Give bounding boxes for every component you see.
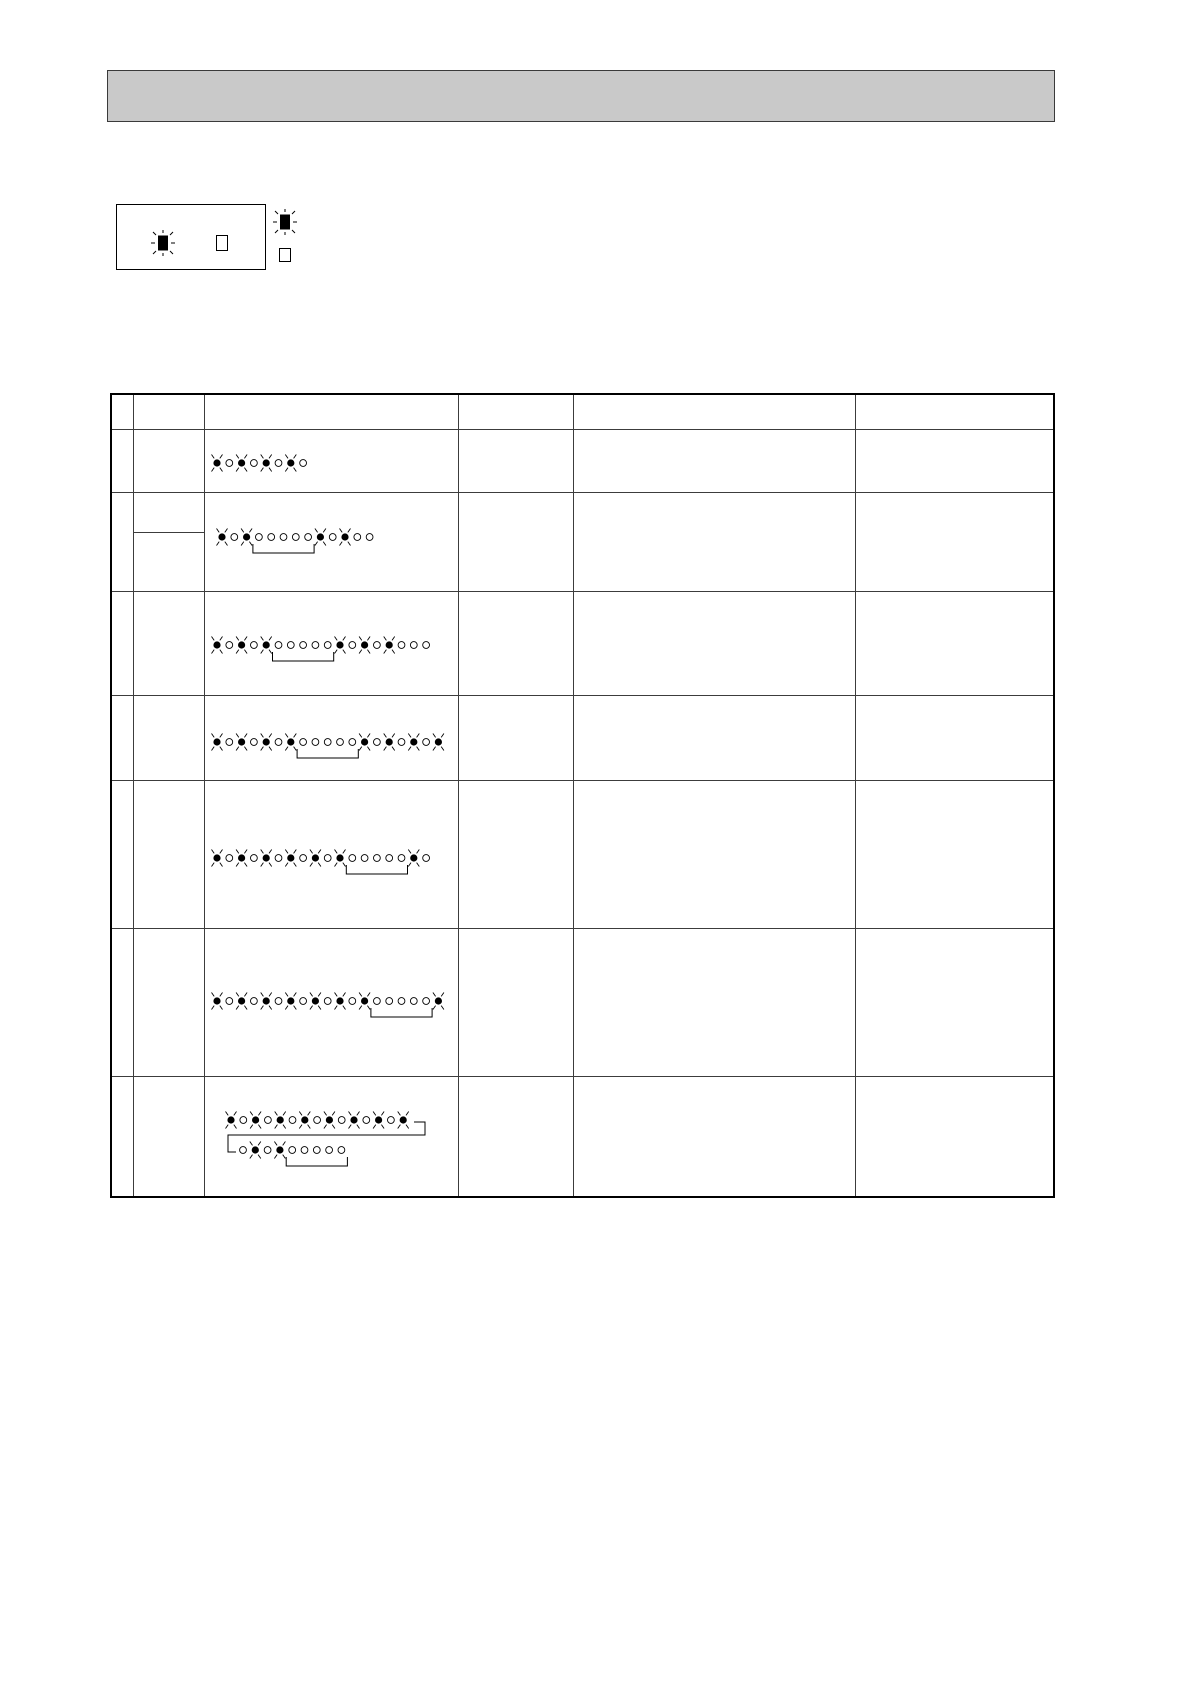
table-header-cell (573, 395, 855, 429)
led-off-dot (349, 998, 356, 1005)
led-group-bracket (286, 1157, 347, 1166)
table-header-cell (112, 395, 133, 429)
led-pattern (204, 591, 458, 695)
led-blink-dot (310, 850, 321, 867)
led-off-dot (226, 855, 233, 862)
led-sequence (217, 529, 374, 554)
led-blink-dot (285, 455, 296, 472)
led-sequence (240, 1142, 348, 1167)
table-row-rule (112, 780, 1053, 781)
led-sequence (212, 455, 307, 472)
led-blink-dot (285, 993, 296, 1010)
led-off-dot (300, 855, 307, 862)
led-blink-dot (359, 637, 370, 654)
led-blink-dot (236, 850, 247, 867)
led-blink-dot (226, 1112, 237, 1129)
led-pattern (204, 492, 458, 591)
table-cell (112, 928, 133, 1076)
led-sequence (212, 734, 444, 759)
led-blink-dot (261, 734, 272, 751)
led-off-dot (275, 855, 282, 862)
led-off-dot (280, 534, 287, 541)
led-off-dot (240, 1117, 247, 1124)
led-off-dot (251, 642, 258, 649)
table-cell (855, 492, 1053, 591)
table-row (112, 492, 1053, 591)
table-row-rule (112, 695, 1053, 696)
led-blink-dot (236, 993, 247, 1010)
led-blink-dot (261, 850, 272, 867)
table-row (112, 429, 1053, 492)
blinking-led-icon (270, 208, 300, 236)
led-off-dot (337, 739, 344, 746)
led-off-dot (275, 460, 282, 467)
led-blink-dot (324, 1112, 335, 1129)
led-blink-dot (236, 734, 247, 751)
led-blink-dot (349, 1112, 360, 1129)
table-row-rule (112, 928, 1053, 929)
led-off-dot (329, 534, 336, 541)
led-blink-dot (359, 993, 370, 1010)
led-off-dot (226, 739, 233, 746)
led-off-dot (349, 855, 356, 862)
led-off-dot (324, 855, 331, 862)
led-blink-dot (212, 637, 223, 654)
table-cell (573, 429, 855, 492)
led-off-dot (289, 1117, 296, 1124)
table-cell (573, 1076, 855, 1196)
led-group-bracket (273, 652, 334, 661)
led-sequence (226, 1112, 426, 1153)
led-blink-dot (310, 993, 321, 1010)
led-off-dot (398, 739, 405, 746)
led-pattern (204, 1076, 458, 1196)
led-off-dot (410, 998, 417, 1005)
table-cell (855, 928, 1053, 1076)
led-blink-dot (261, 993, 272, 1010)
led-off-dot (300, 998, 307, 1005)
led-group-bracket (371, 1008, 432, 1017)
table-cell (573, 780, 855, 928)
led-off-dot (388, 1117, 395, 1124)
led-off-dot (326, 1147, 333, 1154)
led-off-dot (300, 642, 307, 649)
led-off-dot (423, 998, 430, 1005)
legend-box (116, 204, 266, 270)
led-pattern-cell (204, 1076, 458, 1196)
led-blink-dot (236, 637, 247, 654)
led-pattern-cell (204, 591, 458, 695)
led-off-dot (423, 739, 430, 746)
led-pattern (204, 780, 458, 928)
led-blink-dot (212, 993, 223, 1010)
table-cell (133, 1076, 204, 1196)
led-off-dot (374, 855, 381, 862)
led-blink-dot (261, 637, 272, 654)
led-pattern (204, 429, 458, 492)
blinking-led-icon (148, 229, 178, 257)
led-off-dot (226, 460, 233, 467)
led-off-dot (226, 998, 233, 1005)
led-blink-dot (212, 455, 223, 472)
led-blink-dot (335, 637, 346, 654)
led-off-dot (300, 739, 307, 746)
led-off-dot (374, 998, 381, 1005)
table-cell (112, 492, 133, 591)
led-off-dot (300, 460, 307, 467)
led-blink-dot (384, 637, 395, 654)
table-cell (133, 695, 204, 780)
led-blink-dot (384, 734, 395, 751)
led-blink-dot (335, 850, 346, 867)
table-header-row (112, 395, 1053, 429)
led-off-dot (313, 1147, 320, 1154)
led-blink-dot (241, 529, 252, 546)
table-cell (855, 591, 1053, 695)
led-off-dot (324, 642, 331, 649)
table-cell (458, 492, 573, 591)
led-group-bracket (346, 865, 407, 874)
table-cell (133, 591, 204, 695)
led-blink-dot (340, 529, 351, 546)
table-row (112, 695, 1053, 780)
table-cell (573, 928, 855, 1076)
table-header-cell (855, 395, 1053, 429)
led-off-dot (324, 739, 331, 746)
led-blink-dot (299, 1112, 310, 1129)
table-cell (573, 492, 855, 591)
led-off-dot (275, 642, 282, 649)
led-off-dot (338, 1147, 345, 1154)
led-off-dot (275, 739, 282, 746)
table-cell (133, 928, 204, 1076)
led-off-dot (423, 642, 430, 649)
table-cell (855, 429, 1053, 492)
table-cell (458, 928, 573, 1076)
led-sequence (212, 637, 430, 662)
table-cell (573, 695, 855, 780)
section-header-bar (107, 70, 1055, 122)
led-off-dot (324, 998, 331, 1005)
led-pattern-cell (204, 695, 458, 780)
led-pattern-cell (204, 429, 458, 492)
table-cell (133, 492, 204, 591)
table-cell (855, 695, 1053, 780)
led-off-dot (410, 642, 417, 649)
led-off-dot (251, 998, 258, 1005)
led-blink-dot (408, 734, 419, 751)
table-cell (458, 1076, 573, 1196)
led-blink-dot (250, 1142, 261, 1159)
led-blink-dot (359, 734, 370, 751)
table-header-cell (133, 395, 204, 429)
table-cell (112, 1076, 133, 1196)
table-row (112, 928, 1053, 1076)
led-off-dot (301, 1147, 308, 1154)
led-off-dot (374, 642, 381, 649)
led-off-dot (314, 1117, 321, 1124)
led-off-dot (349, 739, 356, 746)
led-off-dot (275, 998, 282, 1005)
led-blink-dot (212, 734, 223, 751)
led-blink-dot (217, 529, 228, 546)
table-row-rule (112, 492, 1053, 493)
unlit-led-icon (279, 248, 291, 262)
table-row (112, 591, 1053, 695)
table-row (112, 780, 1053, 928)
led-blink-dot (335, 993, 346, 1010)
led-off-dot (398, 642, 405, 649)
led-pattern-cell (204, 780, 458, 928)
table-cell (112, 695, 133, 780)
led-off-dot (398, 998, 405, 1005)
table-row (112, 1076, 1053, 1196)
led-blink-dot (315, 529, 326, 546)
led-off-dot (305, 534, 312, 541)
table-row-rule (112, 1076, 1053, 1077)
led-off-dot (363, 1117, 370, 1124)
led-off-dot (386, 998, 393, 1005)
led-off-dot (423, 855, 430, 862)
led-sequence (212, 850, 430, 875)
led-off-dot (265, 1117, 272, 1124)
table-cell (112, 429, 133, 492)
table-cell (855, 1076, 1053, 1196)
led-off-dot (398, 855, 405, 862)
led-pattern-cell (204, 492, 458, 591)
table-cell (573, 591, 855, 695)
led-off-dot (251, 460, 258, 467)
led-off-dot (312, 642, 319, 649)
led-blink-dot (433, 734, 444, 751)
table-cell (458, 591, 573, 695)
table-cell (112, 780, 133, 928)
led-group-bracket (297, 749, 358, 758)
led-blink-dot (236, 455, 247, 472)
led-blink-dot (212, 850, 223, 867)
led-group-bracket (253, 544, 314, 553)
led-off-dot (287, 642, 294, 649)
led-off-dot (268, 534, 275, 541)
table-cell (458, 429, 573, 492)
led-blink-dot (275, 1112, 286, 1129)
led-sequence (212, 993, 444, 1018)
table-header-cell (458, 395, 573, 429)
led-off-dot (240, 1147, 247, 1154)
led-off-dot (386, 855, 393, 862)
led-off-dot (226, 642, 233, 649)
led-off-dot (251, 739, 258, 746)
led-off-dot (251, 855, 258, 862)
led-pattern (204, 928, 458, 1076)
led-blink-dot (285, 734, 296, 751)
table-cell (458, 695, 573, 780)
led-blink-dot (408, 850, 419, 867)
led-pattern (204, 695, 458, 780)
led-off-dot (374, 739, 381, 746)
led-off-dot (361, 855, 368, 862)
legend-key (270, 208, 300, 268)
unlit-led-icon (216, 235, 228, 251)
led-off-dot (264, 1147, 271, 1154)
table-cell (855, 780, 1053, 928)
led-off-dot (289, 1147, 296, 1154)
led-off-dot (349, 642, 356, 649)
led-blink-dot (398, 1112, 409, 1129)
table-cell (133, 780, 204, 928)
table-header-cell (204, 395, 458, 429)
led-off-dot (256, 534, 263, 541)
led-blink-dot (274, 1142, 285, 1159)
led-blink-dot (433, 993, 444, 1010)
led-off-dot (338, 1117, 345, 1124)
led-off-dot (312, 739, 319, 746)
table-cell (133, 429, 204, 492)
led-pattern-cell (204, 928, 458, 1076)
table-row-rule (112, 591, 1053, 592)
table-row-rule (112, 429, 1053, 430)
table-cell (458, 780, 573, 928)
led-blink-dot (250, 1112, 261, 1129)
led-blink-dot (285, 850, 296, 867)
led-off-dot (354, 534, 361, 541)
led-off-dot (292, 534, 299, 541)
led-off-dot (366, 534, 373, 541)
led-blink-dot (373, 1112, 384, 1129)
table-cell-subrule (133, 532, 204, 533)
led-blink-dot (261, 455, 272, 472)
table-cell (112, 591, 133, 695)
led-pattern-table (110, 393, 1055, 1198)
led-off-dot (231, 534, 238, 541)
